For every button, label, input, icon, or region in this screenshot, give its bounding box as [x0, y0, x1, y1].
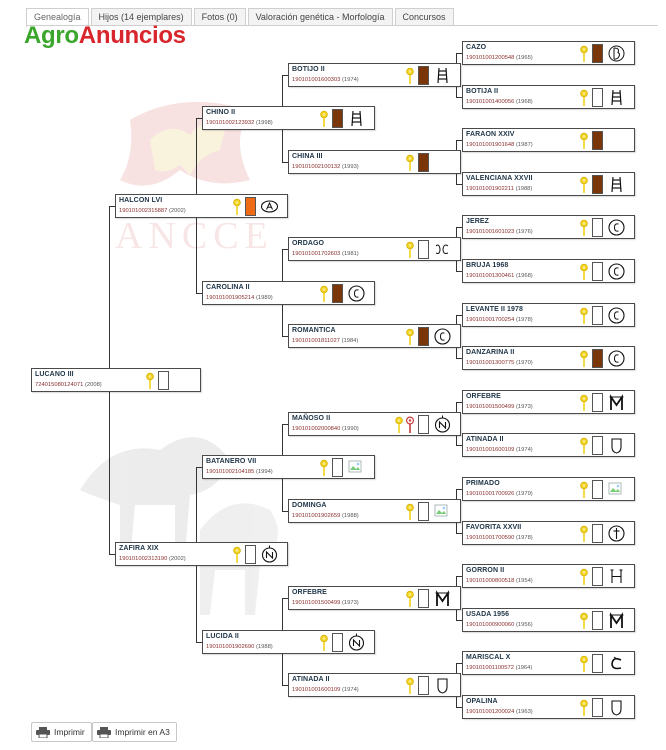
coat-color-swatch — [592, 480, 603, 499]
horse-registration — [206, 469, 273, 475]
horse-name[interactable]: ORDAGO — [292, 240, 325, 247]
horse-registration — [206, 120, 273, 126]
horse-name[interactable]: ROMANTICA — [292, 327, 336, 334]
birth-year: (1998) — [255, 120, 273, 126]
birth-year: (1973) — [515, 404, 533, 410]
birth-year: (1987) — [515, 142, 533, 148]
horse-registration — [292, 164, 359, 170]
horse-node[interactable] — [288, 324, 461, 348]
birth-year: (1988) — [515, 186, 533, 192]
horse-name[interactable]: GORRON II — [466, 567, 505, 574]
horse-registration — [466, 404, 533, 410]
horse-node[interactable] — [202, 455, 375, 479]
horse-registration — [466, 491, 533, 497]
horse-name[interactable]: CHINA III — [292, 153, 323, 160]
birth-year: (1994) — [255, 469, 273, 475]
shield-brand-icon — [433, 676, 452, 695]
coat-color-swatch — [418, 153, 429, 172]
horse-registration — [292, 513, 359, 519]
m-brand-icon — [607, 393, 626, 412]
registration-number: 190101001600303 — [292, 77, 341, 83]
birth-year: (1974) — [515, 447, 533, 453]
horse-node[interactable] — [462, 303, 635, 327]
birth-year: (1988) — [341, 513, 359, 519]
horse-node[interactable] — [115, 542, 288, 566]
print-label: Imprimir — [54, 727, 85, 737]
horse-name[interactable]: CHINO II — [206, 109, 236, 116]
n-circle-brand-icon — [260, 545, 279, 564]
registration-number: 190101001702603 — [292, 251, 341, 257]
horse-node[interactable] — [462, 521, 635, 545]
birth-year: (1974) — [341, 77, 359, 83]
birth-year: (1989) — [255, 295, 273, 301]
horse-node[interactable] — [462, 390, 635, 414]
print-a3-label: Imprimir en A3 — [115, 727, 170, 737]
tab-hijos[interactable]: Hijos (14 ejemplares) — [91, 8, 192, 26]
birth-year: (1956) — [515, 622, 533, 628]
tab-concursos[interactable]: Concursos — [395, 8, 454, 26]
tab-fotos[interactable]: Fotos (0) — [194, 8, 246, 26]
registration-number: 190101001600109 — [466, 447, 515, 453]
horse-name[interactable]: DOMINGA — [292, 502, 327, 509]
horse-name[interactable]: FARAON XXIV — [466, 131, 515, 138]
coat-color-swatch — [592, 218, 603, 237]
horse-name[interactable]: ORFEBRE — [292, 589, 327, 596]
coat-color-swatch — [592, 175, 603, 194]
horse-registration — [466, 142, 533, 148]
horse-registration — [466, 709, 533, 715]
coat-color-swatch — [158, 371, 169, 390]
horse-name[interactable]: BOTIJO II — [292, 66, 325, 73]
m-brand-icon — [607, 611, 626, 630]
coat-color-swatch — [332, 458, 343, 477]
birth-year: (1964) — [515, 665, 533, 671]
horse-node[interactable] — [462, 128, 635, 152]
birth-year: (1984) — [341, 338, 359, 344]
horse-node[interactable] — [462, 346, 635, 370]
watermark-text: ANCCE — [115, 215, 274, 257]
birth-year: (1978) — [515, 535, 533, 541]
tab-valoracion[interactable]: Valoración genética - Morfología — [248, 8, 393, 26]
horse-name[interactable]: LUCANO III — [35, 371, 74, 378]
coat-color-swatch — [418, 415, 429, 434]
coat-color-swatch — [332, 109, 343, 128]
broken-image-icon — [347, 458, 366, 477]
horse-registration — [206, 295, 273, 301]
registration-number: 190101001500499 — [292, 600, 341, 606]
birth-year: (2002) — [168, 556, 186, 562]
horse-name[interactable]: ZAFIRA XIX — [119, 545, 159, 552]
registration-number: 190101001811027 — [292, 338, 340, 344]
registration-number: 190101002000840 — [292, 426, 341, 432]
horse-node[interactable] — [462, 433, 635, 457]
ancce-watermark — [60, 70, 300, 720]
registration-number: 190101002313190 — [119, 556, 168, 562]
horse-node[interactable] — [462, 695, 635, 719]
horse-node[interactable] — [462, 259, 635, 283]
horse-registration — [292, 600, 359, 606]
coat-color-swatch — [332, 633, 343, 652]
horse-registration — [466, 99, 533, 105]
horse-name[interactable]: HALCON LVI — [119, 197, 163, 204]
ladder-brand-icon — [607, 88, 626, 107]
print-button[interactable] — [31, 722, 92, 742]
horse-node[interactable] — [462, 608, 635, 632]
horse-name[interactable]: CAROLINA II — [206, 284, 250, 291]
birth-year: (1988) — [255, 644, 273, 650]
horse-node[interactable] — [31, 368, 201, 392]
ladder-brand-icon — [347, 109, 366, 128]
horse-registration — [466, 665, 532, 671]
birth-year: (1993) — [341, 164, 359, 170]
registration-number: 190101001700590 — [466, 535, 515, 541]
broken-image-icon — [433, 502, 452, 521]
registration-number: 190101002100132 — [292, 164, 341, 170]
horse-node[interactable] — [462, 41, 635, 65]
agroanuncios-logo: AgroAnuncios — [24, 22, 186, 49]
horse-node[interactable] — [462, 564, 635, 588]
birth-year: (1968) — [515, 99, 533, 105]
horse-node[interactable] — [288, 412, 461, 436]
horse-registration — [466, 535, 533, 541]
horse-node[interactable] — [462, 215, 635, 239]
coat-color-swatch — [418, 502, 429, 521]
n-circle-brand-icon — [433, 415, 452, 434]
coat-color-swatch — [592, 44, 603, 63]
birth-year: (1970) — [515, 360, 533, 366]
horse-name[interactable]: BATANERO VII — [206, 458, 257, 465]
horse-name[interactable]: PRIMADO — [466, 480, 500, 487]
horse-node[interactable] — [115, 194, 288, 218]
registration-number: 190101001300775 — [466, 360, 515, 366]
horse-name[interactable]: LUCIDA II — [206, 633, 239, 640]
printer-icon — [97, 727, 111, 738]
horse-registration — [292, 251, 359, 257]
coat-color-swatch — [592, 567, 603, 586]
horse-registration — [206, 644, 273, 650]
coat-color-swatch — [592, 393, 603, 412]
horse-node[interactable] — [288, 237, 461, 261]
birth-year: (1974) — [341, 687, 359, 693]
birth-year: (1978) — [515, 317, 533, 323]
horse-name[interactable]: ATINADA II — [466, 436, 504, 443]
registration-number: 190101001400056 — [466, 99, 515, 105]
horse-name[interactable]: VALENCIANA XXVII — [466, 175, 533, 182]
birth-year: (1979) — [515, 491, 533, 497]
horse-registration — [466, 229, 533, 235]
registration-number: 190101000900060 — [466, 622, 515, 628]
m-brand-icon — [433, 589, 452, 608]
horse-registration — [292, 426, 359, 432]
birth-year: (1954) — [515, 578, 533, 584]
c-circle-brand-icon — [607, 306, 626, 325]
horse-registration — [292, 687, 359, 693]
c-circle-brand-icon — [607, 218, 626, 237]
horse-node[interactable] — [288, 63, 461, 87]
coat-color-swatch — [592, 524, 603, 543]
coat-color-swatch — [245, 197, 256, 216]
ladder-brand-icon — [433, 66, 452, 85]
a-circle-brand-icon — [260, 197, 279, 216]
coat-color-swatch — [592, 349, 603, 368]
horse-registration — [292, 77, 359, 83]
horse-registration — [466, 622, 533, 628]
horse-name[interactable]: MAÑOSO II — [292, 415, 331, 422]
registration-number: 190101001601023 — [466, 229, 515, 235]
registration-number: 190101001905214 — [206, 295, 255, 301]
c-hook-brand-icon — [607, 654, 626, 673]
print-a3-button[interactable] — [92, 722, 177, 742]
horse-node[interactable] — [288, 586, 461, 610]
h-brand-icon — [607, 567, 626, 586]
horse-name[interactable]: MARISCAL X — [466, 654, 511, 661]
horse-registration — [466, 447, 533, 453]
coat-color-swatch — [332, 284, 343, 303]
horse-node[interactable] — [202, 630, 375, 654]
birth-year: (2008) — [84, 382, 102, 388]
tab-genealogia[interactable]: Genealogía — [26, 8, 89, 27]
horse-node[interactable] — [288, 150, 461, 174]
horse-registration — [466, 55, 533, 61]
broken-image-icon — [607, 480, 626, 499]
jc-brand-icon — [433, 240, 452, 259]
registration-number: 190101002315887 — [119, 208, 168, 214]
t-circle-brand-icon — [607, 524, 626, 543]
horse-node[interactable] — [288, 673, 461, 697]
coat-color-swatch — [418, 676, 429, 695]
registration-number: 724015080124071 — [35, 382, 84, 388]
registration-number: 190101001700926 — [466, 491, 515, 497]
registration-number: 190101000800518 — [466, 578, 515, 584]
registration-number: 190101001100572 — [466, 665, 514, 671]
registration-number: 190101001600109 — [292, 687, 341, 693]
horse-name[interactable]: DANZARINA II — [466, 349, 515, 356]
coat-color-swatch — [592, 698, 603, 717]
horse-registration — [466, 578, 533, 584]
horse-name[interactable]: CAZO — [466, 44, 487, 51]
horse-registration — [119, 208, 186, 214]
horse-node[interactable] — [288, 499, 461, 523]
coat-color-swatch — [592, 654, 603, 673]
horse-name[interactable]: JEREZ — [466, 218, 490, 225]
birth-year: (1968) — [515, 273, 533, 279]
shield-brand-icon — [607, 436, 626, 455]
c-circle-brand-icon — [607, 262, 626, 281]
birth-year: (1973) — [341, 600, 359, 606]
coat-color-swatch — [418, 240, 429, 259]
registration-number: 190101002123932 — [206, 120, 255, 126]
horse-node[interactable] — [462, 477, 635, 501]
horse-name[interactable]: LEVANTE II 1978 — [466, 306, 524, 313]
registration-number: 190101001902690 — [206, 644, 255, 650]
registration-number: 190101001902211 — [466, 186, 514, 192]
horse-registration — [466, 186, 532, 192]
shield-brand-icon — [607, 698, 626, 717]
coat-color-swatch — [418, 327, 429, 346]
coat-color-swatch — [592, 306, 603, 325]
horse-registration — [466, 360, 533, 366]
horse-name[interactable]: ORFEBRE — [466, 393, 501, 400]
horse-node[interactable] — [462, 172, 635, 196]
horse-node[interactable] — [462, 85, 635, 109]
horse-registration — [466, 317, 533, 323]
horse-name[interactable]: BOTIJA II — [466, 88, 499, 95]
registration-number: 190101002104185 — [206, 469, 255, 475]
printer-icon — [36, 727, 50, 738]
n-circle-brand-icon — [347, 633, 366, 652]
horse-name[interactable]: USADA 1956 — [466, 611, 510, 618]
birth-year: (1981) — [341, 251, 359, 257]
coat-color-swatch — [418, 66, 429, 85]
registration-number: 190101001700254 — [466, 317, 515, 323]
coat-color-swatch — [592, 131, 603, 150]
c-circle-brand-icon — [607, 349, 626, 368]
registration-number: 190101001200024 — [466, 709, 515, 715]
registration-number: 190101001200548 — [466, 55, 515, 61]
c-circle-brand-icon — [433, 327, 452, 346]
horse-registration — [292, 338, 358, 344]
coat-color-swatch — [592, 88, 603, 107]
ladder-brand-icon — [607, 175, 626, 194]
coat-color-swatch — [418, 589, 429, 608]
registration-number: 190101001902659 — [292, 513, 341, 519]
horse-name[interactable]: OPALINA — [466, 698, 498, 705]
horse-name[interactable]: BRUJA 1968 — [466, 262, 509, 269]
horse-registration — [466, 273, 533, 279]
coat-color-swatch — [245, 545, 256, 564]
horse-registration — [35, 382, 102, 388]
c-circle-brand-icon — [347, 284, 366, 303]
birth-year: (1965) — [515, 55, 533, 61]
coat-color-swatch — [592, 262, 603, 281]
birth-year: (2002) — [168, 208, 186, 214]
coat-color-swatch — [592, 611, 603, 630]
horse-node[interactable] — [462, 651, 635, 675]
b-script-brand-icon — [607, 44, 626, 63]
birth-year: (1963) — [515, 709, 533, 715]
horse-registration — [119, 556, 186, 562]
horse-node[interactable] — [202, 106, 375, 130]
horse-name[interactable]: FAVORITA XXVII — [466, 524, 522, 531]
birth-year: (1990) — [341, 426, 359, 432]
horse-name[interactable]: ATINADA II — [292, 676, 330, 683]
registration-number: 190101001901648 — [466, 142, 515, 148]
birth-year: (1976) — [515, 229, 533, 235]
registration-number: 190101001500499 — [466, 404, 515, 410]
registration-number: 190101001300461 — [466, 273, 515, 279]
coat-color-swatch — [592, 436, 603, 455]
horse-node[interactable] — [202, 281, 375, 305]
